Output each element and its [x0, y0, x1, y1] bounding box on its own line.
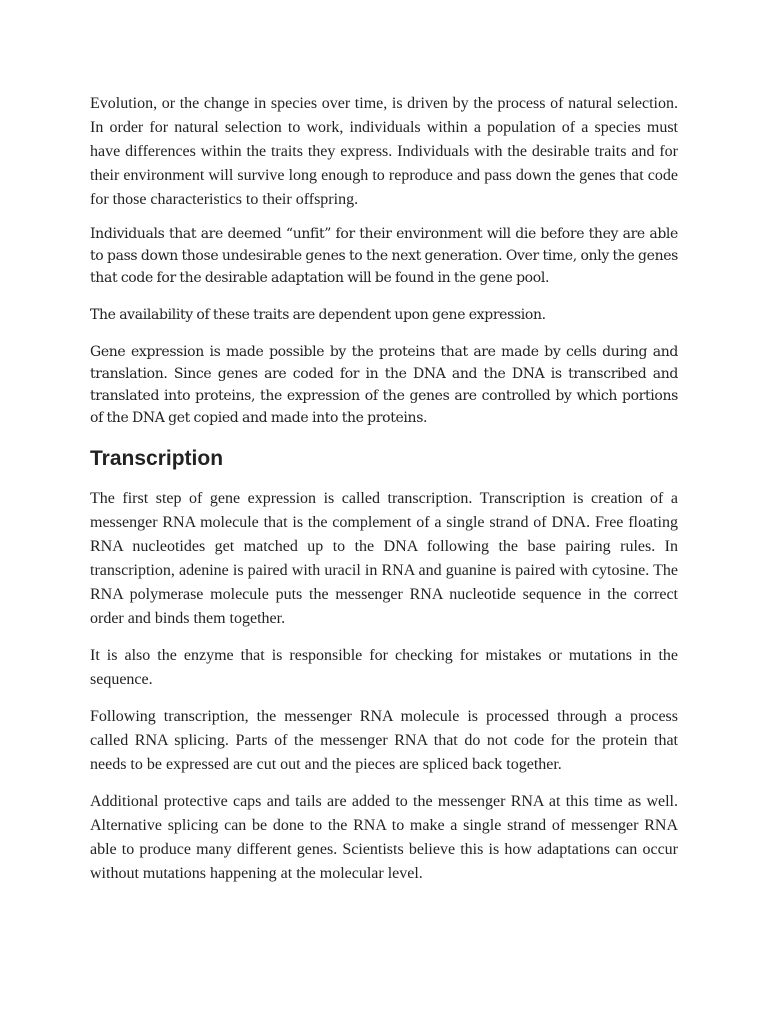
evolution-link[interactable]: Evolution	[90, 95, 154, 112]
transcription-paragraph-1: The first step of gene expression is called transcription. Transcription is creation of a messenger RNA molecule that is the complement of a single strand of DNA. Free floating RNA nucleotides get matched up to the DNA following the base pairing rules. In transcription, adenine is paired with uracil in RNA and guanine is paired with cytosine. The RNA polymerase molecule puts the messenger RNA nucleotide sequence in the correct order and binds them together.	[90, 490, 678, 627]
intro-paragraph-3: The availability of these traits are dependent upon gene expression.	[90, 307, 546, 323]
intro-paragraph-2: Individuals that are deemed “unfit” for their environment will die before they are able to pass down those undesirable genes to the next generation. Over time, only the genes that code for the desirable adaptation will be found in the gene pool.	[90, 226, 678, 286]
intro-paragraph-1-text: , or the change in species over time, is driven by the process of natural selection. In order for natural selection to work, individuals within a population of a species must have differences within the traits they express. Individuals with the desirable traits and for their environment will survive long enough to reproduce and pass down the genes that code for those characteristics to their offspring.	[90, 95, 678, 208]
transcription-paragraph-4: Additional protective caps and tails are added to the messenger RNA at this time as well. Alternative splicing can be done to the RNA to make a single strand of messenger RNA able to produce many different genes. Scientists believe this is how adaptations can occur without mutations happening at the molecular level.	[90, 793, 678, 882]
transcription-paragraph-2: It is also the enzyme that is responsible for checking for mistakes or mutations in the sequence.	[90, 647, 678, 688]
intro-paragraph-4: Gene expression is made possible by the proteins that are made by cells during and translation. Since genes are coded for in the DNA and the DNA is transcribed and translated into proteins, the expression of the genes are controlled by which portions of the DNA get copied and made into the proteins.	[90, 344, 678, 426]
document-page	[90, 92, 678, 886]
section-heading-transcription: Transcription	[90, 447, 224, 470]
transcription-paragraph-3: Following transcription, the messenger RNA molecule is processed through a process called RNA splicing. Parts of the messenger RNA that do not code for the protein that needs to be expressed are cut out and the pieces are spliced back together.	[90, 708, 678, 773]
intro-paragraph-1	[90, 92, 678, 212]
